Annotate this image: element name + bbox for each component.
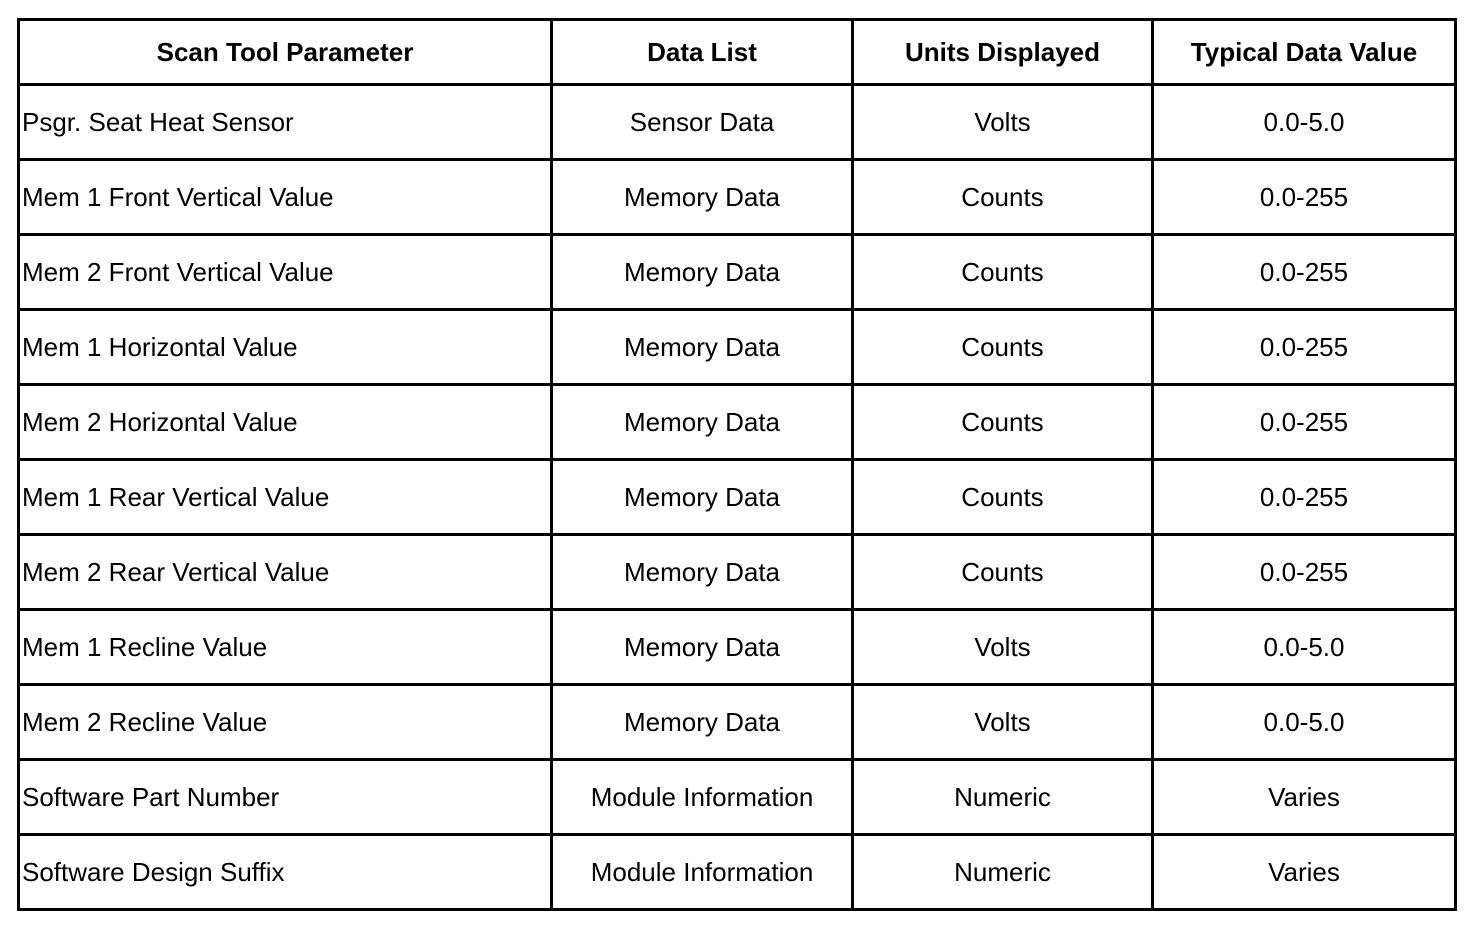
table-row: [19, 310, 1456, 385]
typical-value-cell: 0.0-255: [1153, 235, 1456, 310]
data-list-cell: Sensor Data: [552, 85, 853, 160]
typical-value-cell: 0.0-5.0: [1153, 610, 1456, 685]
column-header-units-displayed: Units Displayed: [853, 20, 1153, 85]
parameter-cell: Mem 2 Rear Vertical Value: [19, 535, 552, 610]
scan-tool-data-table: [17, 18, 1457, 911]
typical-value-cell: 0.0-255: [1153, 460, 1456, 535]
data-list-cell: Memory Data: [552, 610, 853, 685]
data-list-cell: Memory Data: [552, 160, 853, 235]
data-list-cell: Memory Data: [552, 385, 853, 460]
units-cell: Counts: [853, 385, 1153, 460]
parameter-cell: Mem 1 Horizontal Value: [19, 310, 552, 385]
units-cell: Volts: [853, 85, 1153, 160]
units-cell: Counts: [853, 535, 1153, 610]
units-cell: Volts: [853, 610, 1153, 685]
table-header-row: [19, 20, 1456, 85]
units-cell: Numeric: [853, 835, 1153, 910]
typical-value-cell: 0.0-255: [1153, 535, 1456, 610]
data-list-cell: Memory Data: [552, 535, 853, 610]
data-list-cell: Memory Data: [552, 460, 853, 535]
table-row: [19, 160, 1456, 235]
table-row: [19, 535, 1456, 610]
data-list-cell: Memory Data: [552, 310, 853, 385]
data-list-cell: Memory Data: [552, 235, 853, 310]
table-row: [19, 385, 1456, 460]
table-row: [19, 610, 1456, 685]
table-row: [19, 85, 1456, 160]
parameter-cell: Software Design Suffix: [19, 835, 552, 910]
units-cell: Counts: [853, 160, 1153, 235]
parameter-cell: Psgr. Seat Heat Sensor: [19, 85, 552, 160]
table-row: [19, 685, 1456, 760]
parameter-cell: Mem 1 Rear Vertical Value: [19, 460, 552, 535]
units-cell: Counts: [853, 460, 1153, 535]
column-header-typical-data-value: Typical Data Value: [1153, 20, 1456, 85]
typical-value-cell: 0.0-5.0: [1153, 85, 1456, 160]
typical-value-cell: 0.0-255: [1153, 310, 1456, 385]
data-list-cell: Memory Data: [552, 685, 853, 760]
units-cell: Numeric: [853, 760, 1153, 835]
units-cell: Counts: [853, 235, 1153, 310]
table-row: [19, 760, 1456, 835]
data-list-cell: Module Information: [552, 835, 853, 910]
table-body: [19, 85, 1456, 910]
column-header-scan-tool-parameter: Scan Tool Parameter: [19, 20, 552, 85]
parameter-cell: Mem 1 Front Vertical Value: [19, 160, 552, 235]
typical-value-cell: Varies: [1153, 835, 1456, 910]
parameter-cell: Mem 1 Recline Value: [19, 610, 552, 685]
table-row: [19, 835, 1456, 910]
table-row: [19, 460, 1456, 535]
column-header-data-list: Data List: [552, 20, 853, 85]
units-cell: Counts: [853, 310, 1153, 385]
typical-value-cell: 0.0-255: [1153, 160, 1456, 235]
typical-value-cell: 0.0-255: [1153, 385, 1456, 460]
table-row: [19, 235, 1456, 310]
parameter-cell: Mem 2 Horizontal Value: [19, 385, 552, 460]
parameter-cell: Software Part Number: [19, 760, 552, 835]
parameter-cell: Mem 2 Recline Value: [19, 685, 552, 760]
typical-value-cell: Varies: [1153, 760, 1456, 835]
typical-value-cell: 0.0-5.0: [1153, 685, 1456, 760]
parameter-cell: Mem 2 Front Vertical Value: [19, 235, 552, 310]
scan-tool-data-sheet: [17, 18, 1454, 911]
data-list-cell: Module Information: [552, 760, 853, 835]
units-cell: Volts: [853, 685, 1153, 760]
